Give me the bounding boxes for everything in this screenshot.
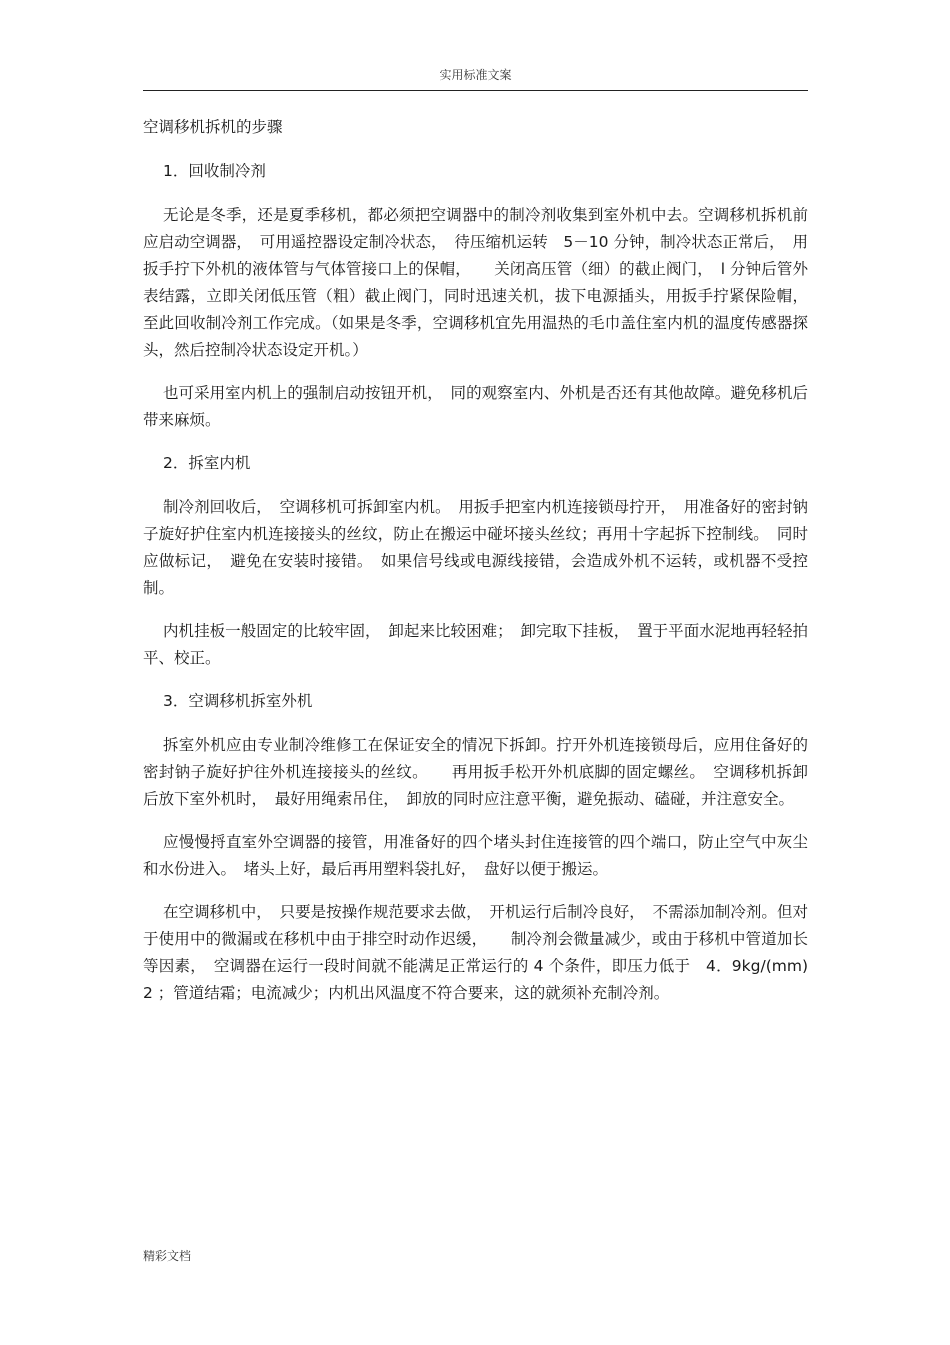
- section-heading-1: 1．回收制冷剂: [163, 162, 266, 180]
- paragraph: 制冷剂回收后， 空调移机可拆卸室内机。 用扳手把室内机连接锁母拧开， 用准备好的密封钠子旋好护住室内机连接接头的丝纹，防止在搬运中碰坏接头丝纹；再用十字起拆下控制线。 同时应做标记， 避免在安装时接错。 如果信号线或电源线接错，会造成外机不运转，或机器不受控制。: [143, 498, 808, 597]
- paragraph: 在空调移机中， 只要是按操作规范要求去做， 开机运行后制冷良好， 不需添加制冷剂。但对于使用中的微漏或在移机中由于排空时动作迟缓， 制冷剂会微量减少，或由于移机中管道加长等因素， 空调器在运行一段时间就不能满足正常运行的 4 个条件，即压力低于 4．9kg/(mm)2 ；管道结霜；电流减少；内机出风温度不符合要来，这的就须补充制冷剂。: [143, 903, 808, 1002]
- paragraph: 应慢慢捋直室外空调器的接管，用准备好的四个堵头封住连接管的四个端口，防止空气中灰尘和水份进入。 堵头上好，最后再用塑料袋扎好， 盘好以便于搬运。: [143, 833, 808, 878]
- page-footer: 精彩文档: [143, 1249, 192, 1263]
- header-divider: [143, 90, 808, 91]
- paragraph: 拆室外机应由专业制冷维修工在保证安全的情况下拆卸。拧开外机连接锁母后，应用住备好的密封钠子旋好护往外机连接接头的丝纹。 再用扳手松开外机底脚的固定螺丝。 空调移机拆卸后放下室外机时， 最好用绳索吊住， 卸放的同时应注意平衡，避免振动、磕碰，并注意安全。: [143, 736, 808, 808]
- page-header: 实用标准文案: [439, 68, 512, 82]
- section-heading-3: 3．空调移机拆室外机: [163, 692, 313, 710]
- paragraph: 也可采用室内机上的强制启动按钮开机， 同的观察室内、外机是否还有其他故障。避免移机后带来麻烦。: [143, 384, 808, 429]
- document-title: 空调移机拆机的步骤: [143, 118, 283, 136]
- paragraph: 内机挂板一般固定的比较牢固， 卸起来比较困难； 卸完取下挂板， 置于平面水泥地再轻轻拍平、校正。: [143, 622, 808, 667]
- section-heading-2: 2．拆室内机: [163, 454, 251, 472]
- document-body: [143, 114, 808, 1023]
- paragraph: 无论是冬季，还是夏季移机，都必须把空调器中的制冷剂收集到室外机中去。空调移机拆机前应启动空调器， 可用遥控器设定制冷状态， 待压缩机运转 5－10 分钟，制冷状态正常后， 用扳手拧下外机的液体管与气体管接口上的保帽， 关闭高压管（细）的截止阀门， l 分钟后管外表结露，立即关闭低压管（粗）截止阀门，同时迅速关机，拔下电源插头，用扳手拧紧保险帽，至此回收制冷剂工作完成。（如果是冬季，空调移机宜先用温热的毛巾盖住室内机的温度传感器探头，然后控制冷状态设定开机。）: [143, 206, 808, 359]
